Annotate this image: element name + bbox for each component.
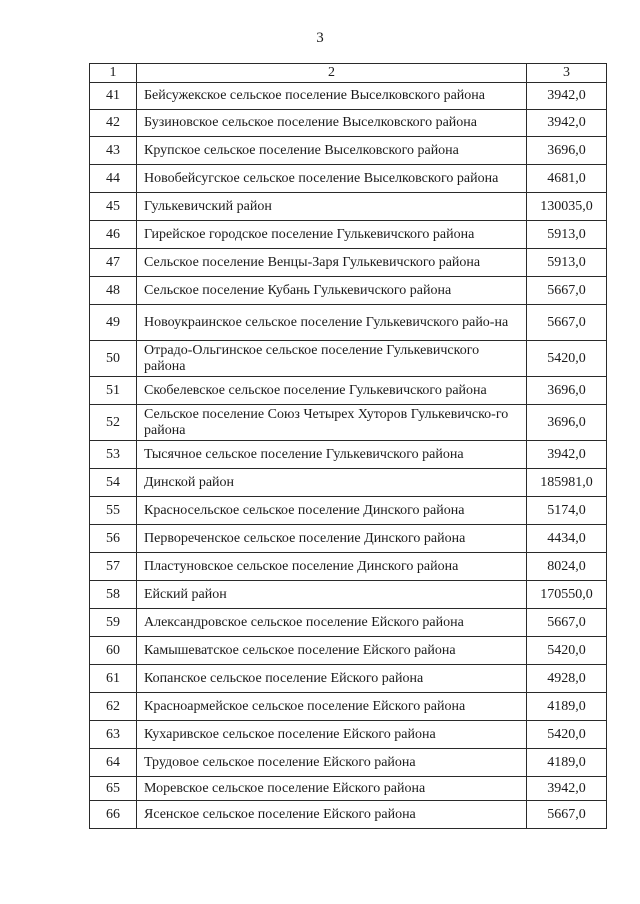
row-value: 5667,0	[527, 305, 607, 341]
row-name: Гирейское городское поселение Гулькевичского района	[137, 221, 527, 249]
table-row	[90, 749, 607, 777]
row-value: 5667,0	[527, 277, 607, 305]
row-name: Красносельское сельское поселение Динского района	[137, 497, 527, 525]
table-header-row	[90, 64, 607, 83]
row-number: 47	[90, 249, 137, 277]
row-number: 58	[90, 581, 137, 609]
table-row	[90, 83, 607, 110]
row-name: Скобелевское сельское поселение Гулькевичского района	[137, 377, 527, 405]
table-row	[90, 581, 607, 609]
row-number: 48	[90, 277, 137, 305]
row-number: 66	[90, 801, 137, 829]
row-value: 3942,0	[527, 110, 607, 137]
row-value: 5913,0	[527, 249, 607, 277]
row-number: 57	[90, 553, 137, 581]
row-value: 3696,0	[527, 137, 607, 165]
row-name: Гулькевичский район	[137, 193, 527, 221]
row-name: Первореченское сельское поселение Динского района	[137, 525, 527, 553]
row-value: 5420,0	[527, 341, 607, 377]
row-value: 8024,0	[527, 553, 607, 581]
row-value: 5913,0	[527, 221, 607, 249]
table-row	[90, 777, 607, 801]
row-value: 4681,0	[527, 165, 607, 193]
table-body	[90, 64, 607, 829]
table-row	[90, 553, 607, 581]
column-header-number: 1	[90, 64, 137, 83]
row-name: Сельское поселение Союз Четырех Хуторов Гулькевичско-го района	[137, 405, 527, 441]
row-name: Новобейсугское сельское поселение Выселковского района	[137, 165, 527, 193]
column-header-name: 2	[137, 64, 527, 83]
table-row	[90, 377, 607, 405]
row-name: Пластуновское сельское поселение Динского района	[137, 553, 527, 581]
row-number: 43	[90, 137, 137, 165]
row-name: Копанское сельское поселение Ейского района	[137, 665, 527, 693]
row-number: 50	[90, 341, 137, 377]
row-value: 5174,0	[527, 497, 607, 525]
table-row	[90, 525, 607, 553]
row-value: 3942,0	[527, 777, 607, 801]
row-value: 4434,0	[527, 525, 607, 553]
row-number: 49	[90, 305, 137, 341]
table-row	[90, 110, 607, 137]
row-value: 4928,0	[527, 665, 607, 693]
table-row	[90, 221, 607, 249]
row-name: Сельское поселение Кубань Гулькевичского района	[137, 277, 527, 305]
table-row	[90, 801, 607, 829]
table-row	[90, 341, 607, 377]
row-number: 45	[90, 193, 137, 221]
row-number: 64	[90, 749, 137, 777]
row-name: Бузиновское сельское поселение Выселковского района	[137, 110, 527, 137]
row-value: 4189,0	[527, 749, 607, 777]
row-name: Красноармейское сельское поселение Ейского района	[137, 693, 527, 721]
table-row	[90, 721, 607, 749]
row-value: 185981,0	[527, 469, 607, 497]
row-number: 41	[90, 83, 137, 110]
table-row	[90, 305, 607, 341]
table-row	[90, 469, 607, 497]
row-number: 59	[90, 609, 137, 637]
row-name: Кухаривское сельское поселение Ейского района	[137, 721, 527, 749]
row-value: 3696,0	[527, 377, 607, 405]
table-row	[90, 497, 607, 525]
row-value: 5667,0	[527, 801, 607, 829]
row-value: 170550,0	[527, 581, 607, 609]
row-name: Новоукраинское сельское поселение Гулькевичского райо-на	[137, 305, 527, 341]
table-row	[90, 277, 607, 305]
table-row	[90, 137, 607, 165]
row-name: Моревское сельское поселение Ейского района	[137, 777, 527, 801]
row-name: Александровское сельское поселение Ейского района	[137, 609, 527, 637]
row-number: 62	[90, 693, 137, 721]
row-number: 51	[90, 377, 137, 405]
row-name: Крупское сельское поселение Выселковского района	[137, 137, 527, 165]
table-row	[90, 693, 607, 721]
row-number: 60	[90, 637, 137, 665]
row-name: Бейсужекское сельское поселение Выселковского района	[137, 83, 527, 110]
row-name: Ейский район	[137, 581, 527, 609]
row-number: 52	[90, 405, 137, 441]
row-name: Тысячное сельское поселение Гулькевичского района	[137, 441, 527, 469]
row-value: 4189,0	[527, 693, 607, 721]
table-row	[90, 637, 607, 665]
row-value: 5420,0	[527, 637, 607, 665]
row-value: 3942,0	[527, 441, 607, 469]
table-row	[90, 165, 607, 193]
table-row	[90, 665, 607, 693]
table-row	[90, 441, 607, 469]
row-value: 5667,0	[527, 609, 607, 637]
row-name: Камышеватское сельское поселение Ейского района	[137, 637, 527, 665]
row-number: 61	[90, 665, 137, 693]
row-value: 130035,0	[527, 193, 607, 221]
row-name: Трудовое сельское поселение Ейского района	[137, 749, 527, 777]
row-number: 42	[90, 110, 137, 137]
row-name: Динской район	[137, 469, 527, 497]
row-number: 54	[90, 469, 137, 497]
row-number: 46	[90, 221, 137, 249]
table-row	[90, 405, 607, 441]
table-row	[90, 249, 607, 277]
table-row	[90, 609, 607, 637]
row-number: 53	[90, 441, 137, 469]
allocation-table	[89, 63, 607, 829]
column-header-value: 3	[527, 64, 607, 83]
row-name: Отрадо-Ольгинское сельское поселение Гулькевичского района	[137, 341, 527, 377]
row-number: 56	[90, 525, 137, 553]
row-value: 3696,0	[527, 405, 607, 441]
row-name: Сельское поселение Венцы-Заря Гулькевичского района	[137, 249, 527, 277]
row-number: 63	[90, 721, 137, 749]
table-row	[90, 193, 607, 221]
row-number: 65	[90, 777, 137, 801]
row-value: 5420,0	[527, 721, 607, 749]
row-number: 55	[90, 497, 137, 525]
row-name: Ясенское сельское поселение Ейского района	[137, 801, 527, 829]
page-number: 3	[316, 30, 324, 46]
row-number: 44	[90, 165, 137, 193]
row-value: 3942,0	[527, 83, 607, 110]
